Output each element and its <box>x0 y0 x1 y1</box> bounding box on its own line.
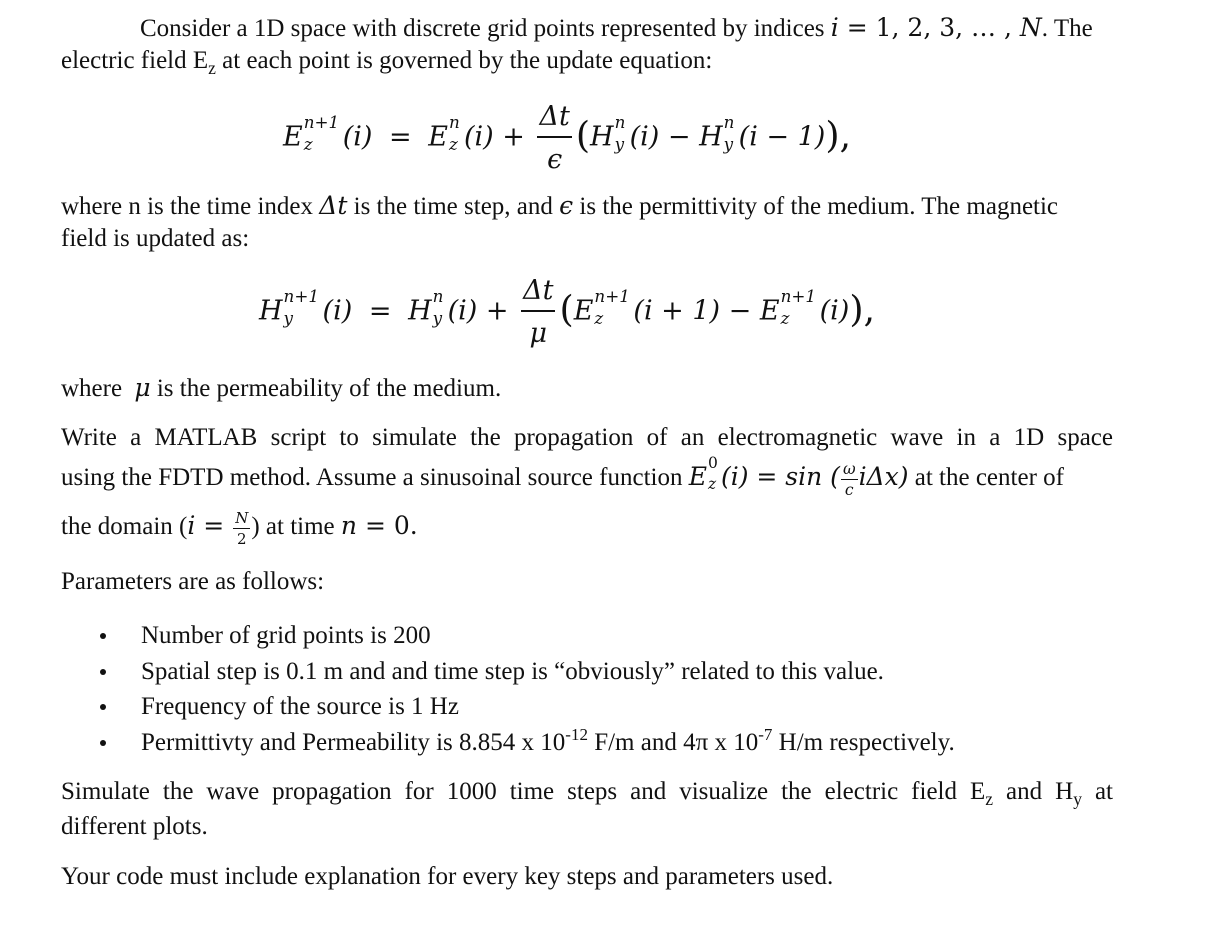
list-item: Spatial step is 0.1 m and and time step is “obviously” related to this value. <box>100 654 955 690</box>
closing-line: Your code must include explanation for every key steps and parameters used. <box>61 863 834 890</box>
where-time-index-line-2: field is updated as: <box>61 225 250 252</box>
equation-e-field-update: E n+1 z (i) = E n z (i) + $\frac{\Delta t}{\epsilon}$ (H n y (i) − H n y (i − 1)), <box>283 101 852 175</box>
intro-line-1: Consider a 1D space with discrete grid points represented by indices i = 1, 2, 3, … , N. The <box>140 13 1093 42</box>
fraction-dt-over-mu: $\frac{\Delta t}{\mu}$ <box>523 275 554 349</box>
parameters-heading: Parameters are as follows: <box>61 568 325 595</box>
parameters-list <box>100 618 955 760</box>
where-permeability-line: where μ is the permeability of the medium. <box>61 373 502 402</box>
intro-line-2: electric field Ez at each point is governed by the update equation: <box>61 47 713 78</box>
task-line-3: the domain (i = $\frac{N}{2}$ ) at time n = 0. <box>61 509 418 548</box>
fraction-dt-over-eps: $\frac{\Delta t}{\epsilon}$ <box>539 101 570 175</box>
task-line-2: using the FDTD method. Assume a sinusoinal source function E 0 z (i) = sin ( $\frac{\omega}{c}$ iΔx) at the center of <box>61 454 1064 499</box>
bullet-icon <box>100 704 106 710</box>
bullet-icon <box>100 740 106 746</box>
list-item: Number of grid points is 200 <box>100 618 955 654</box>
task-line-1: Write a MATLAB script to simulate the propagation of an electromagnetic wave in a 1D space <box>61 424 1113 451</box>
fraction-omega-over-c: $\frac{\omega}{c}$ <box>842 460 856 499</box>
where-time-index-line: where n is the time index Δt is the time step, and ϵ is the permittivity of the medium. The magnetic <box>61 191 1059 220</box>
simulate-line-2: different plots. <box>61 813 208 840</box>
fraction-n-over-2: $\frac{N}{2}$ <box>235 509 249 548</box>
list-item: Permittivty and Permeability is 8.854 x 10-12 F/m and 4π x 10-7 H/m respectively. <box>100 725 955 761</box>
simulate-line-1: Simulate the wave propagation for 1000 time steps and visualize the electric field Ez and Hy at <box>61 778 1113 809</box>
bullet-icon <box>100 633 106 639</box>
list-item: Frequency of the source is 1 Hz <box>100 689 955 725</box>
bullet-icon <box>100 669 106 675</box>
equation-h-field-update: H n+1 y (i) = H n y (i) + $\frac{\Delta t}{\mu}$ (E n+1 z (i + 1) − E n+1 z (i)), <box>259 275 876 349</box>
